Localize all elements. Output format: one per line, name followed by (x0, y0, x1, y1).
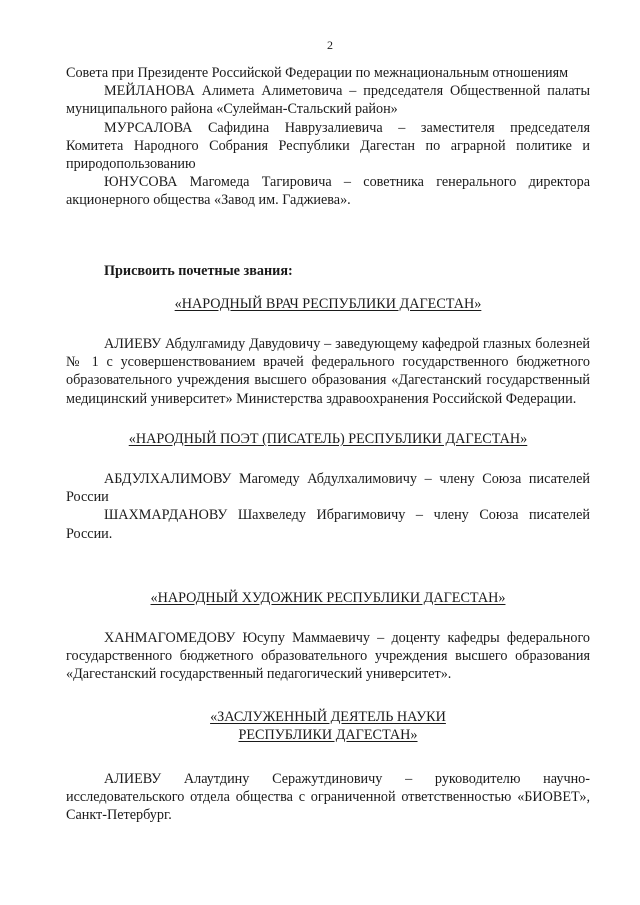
section-title-line: РЕСПУБЛИКИ ДАГЕСТАН» (238, 726, 418, 743)
section-title-line: «НАРОДНЫЙ ХУДОЖНИК РЕСПУБЛИКИ ДАГЕСТАН» (150, 589, 506, 606)
section-title (66, 589, 590, 607)
section-title (66, 430, 590, 448)
section-people-doctor (66, 295, 590, 408)
award-heading: Присвоить почетные звания: (104, 262, 293, 279)
section-paragraph: АБДУЛХАЛИМОВУ Магомеду Абдулхалимовичу – члену Союза писателей России (66, 471, 590, 506)
section-paragraph: АЛИЕВУ Абдулгамиду Давудовичу – заведующему кафедрой глазных болезней № 1 с усовершенствованием врачей федерального государственного бюджетного образовательного учреждения высшего образования «Дагестанский государственный медицинский университет» Министерства здравоохранения Российской Федерации. (66, 336, 590, 407)
page-number: 2 (327, 38, 333, 52)
section-paragraph: АЛИЕВУ Алаутдину Серажутдиновичу – руководителю научно-исследовательского отдела общества с ограниченной ответственностью «БИОВЕТ», Санкт-Петербург. (66, 771, 590, 824)
section-title-line: «НАРОДНЫЙ ПОЭТ (ПИСАТЕЛЬ) РЕСПУБЛИКИ ДАГЕСТАН» (128, 430, 528, 447)
intro-continuation: Совета при Президенте Российской Федерации по межнациональным отношениям (66, 65, 569, 81)
section-people-poet (66, 430, 590, 543)
section-paragraph: ШАХМАРДАНОВУ Шахвеледу Ибрагимовичу – члену Союза писателей России. (66, 507, 590, 542)
section-people-artist (66, 589, 590, 684)
intro-paragraph-meylanov: МЕЙЛАНОВА Алимета Алиметовича – председателя Общественной палаты муниципального района «Сулейман-Стальский район» (66, 83, 590, 118)
section-honored-scientist (66, 708, 590, 825)
section-title (66, 295, 590, 313)
section-title-line: «ЗАСЛУЖЕННЫЙ ДЕЯТЕЛЬ НАУКИ (210, 708, 446, 725)
section-title-line: «НАРОДНЫЙ ВРАЧ РЕСПУБЛИКИ ДАГЕСТАН» (174, 295, 482, 312)
section-paragraph: ХАНМАГОМЕДОВУ Юсупу Маммаевичу – доценту кафедры федерального государственного бюджетного образовательного учреждения высшего образования «Дагестанский государственный педагогический университет». (66, 630, 590, 683)
intro-paragraph-mursalov: МУРСАЛОВА Сафидина Наврузалиевича – заместителя председателя Комитета Народного Собрания Республики Дагестан по аграрной политике и природопользованию (66, 119, 590, 173)
section-title (66, 708, 590, 744)
document-body (66, 64, 590, 825)
intro-paragraph-yunusov: ЮНУСОВА Магомеда Тагировича – советника генерального директора акционерного общества «Завод им. Гаджиева». (66, 174, 590, 209)
